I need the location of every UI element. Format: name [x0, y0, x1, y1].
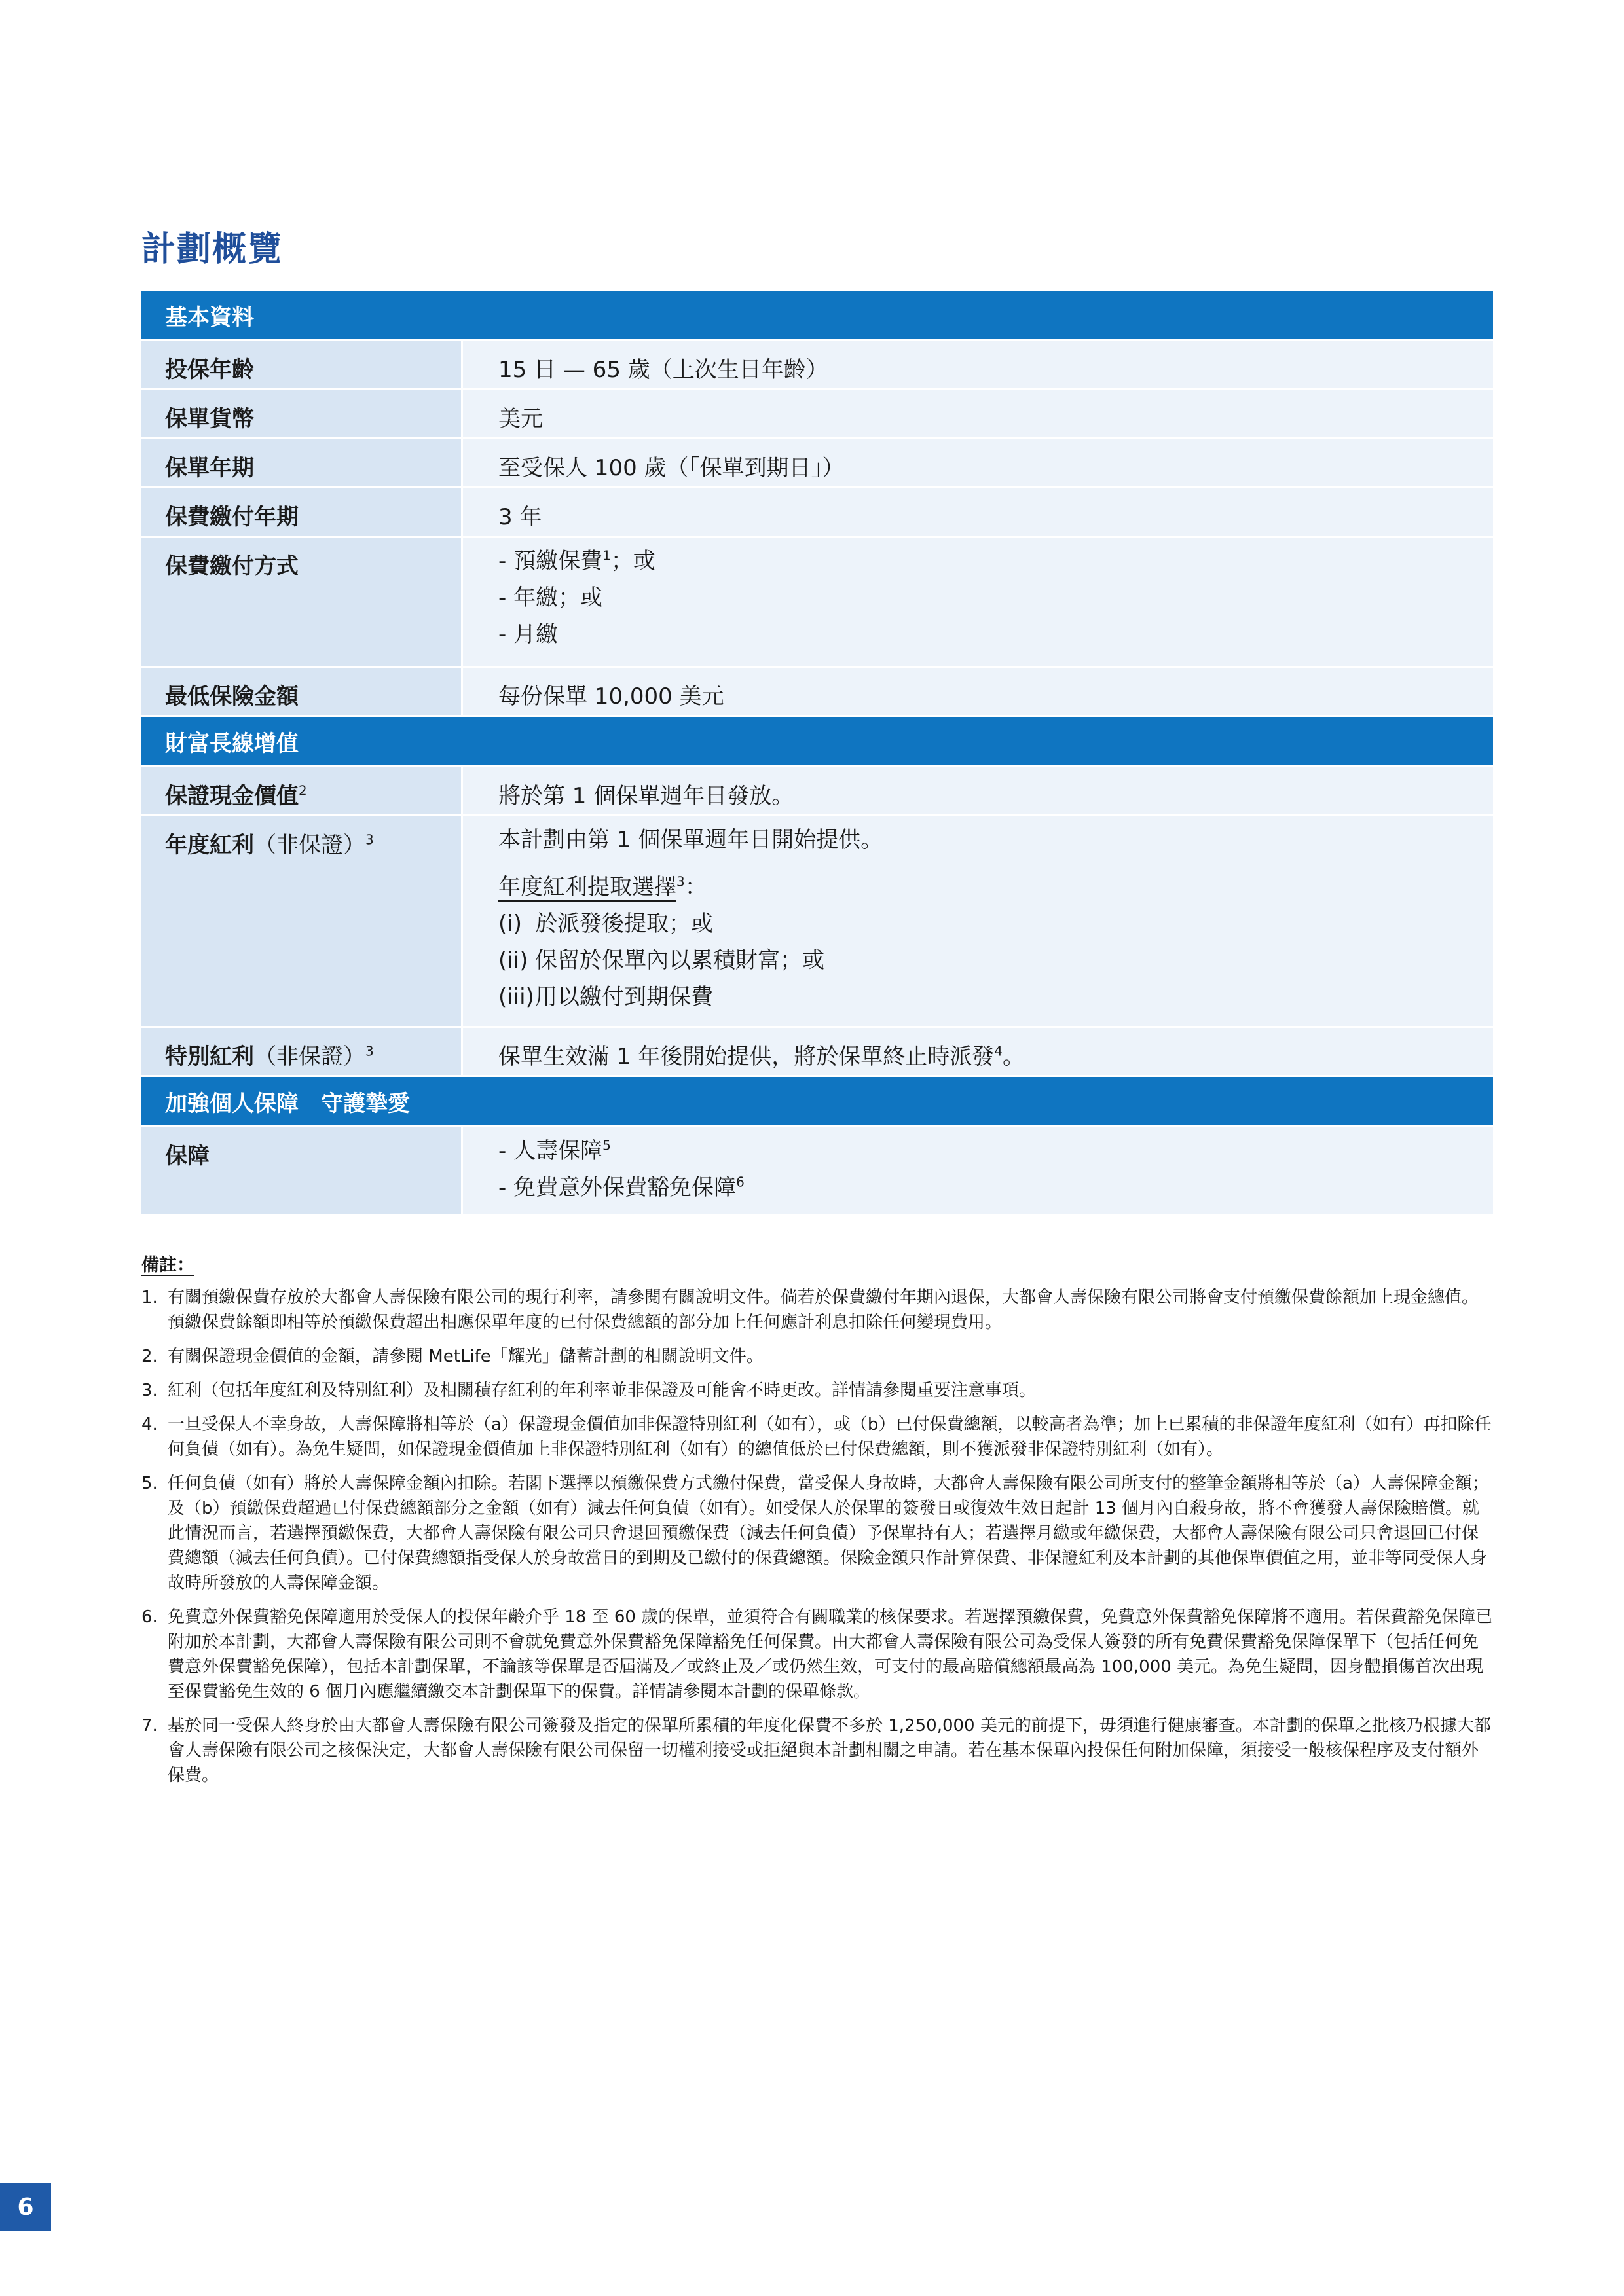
table-row	[141, 668, 1493, 715]
row-label: 年度紅利（非保證）$^3$	[141, 816, 461, 1026]
row-label: 保證現金價值$^2$	[141, 767, 461, 814]
options-title: 年度紅利提取選擇$^3$：	[498, 873, 707, 900]
option-item: (ii) 保留於保單內以累積財富；或	[498, 947, 824, 974]
section-header-basic: 基本資料	[141, 291, 1493, 339]
note-item: 1. 有關預繳保費存放於大都會人壽保險有限公司的現行利率，請參閱有關說明文件。倘若於保費繳付年期內退保，大都會人壽保險有限公司將會支付預繳保費餘額加上現金總值。預繳保費餘額即相等於預繳保費超出相應保單年度的已付保費總額的部分加上任何應計利息扣除任何變現費用。	[141, 1288, 1479, 1332]
note-item: 7. 基於同一受保人終身於由大都會人壽保險有限公司簽發及指定的保單所累積的年度化保費不多於 1,250,000 美元的前提下，毋須進行健康審查。本計劃的保單之批核乃根據大都會人壽保險有限公司之核保決定，大都會人壽保險有限公司保留一切權利接受或拒絕與本計劃相關之申請。若在基本保單內投保任何附加保障，須接受一般核保程序及支付額外保費。	[141, 1716, 1491, 1785]
table-row	[141, 538, 1493, 666]
row-label: 保費繳付年期	[141, 488, 461, 536]
table-row	[141, 767, 1493, 814]
row-value: 將於第 1 個保單週年日發放。	[463, 767, 1493, 814]
table-row	[141, 1028, 1493, 1075]
row-value: 15 日 — 65 歲（上次生日年齡）	[463, 341, 1493, 388]
option-item: (i) 於派發後提取；或	[498, 911, 713, 937]
table-row	[141, 439, 1493, 486]
payment-method-item: - 月繳	[498, 621, 559, 647]
row-label: 保費繳付方式	[141, 538, 461, 666]
option-item: (iii)用以繳付到期保費	[498, 984, 713, 1010]
table-row	[141, 390, 1493, 437]
page-number: 6	[0, 2183, 51, 2231]
section-header-protection: 加強個人保障 守護摯愛	[141, 1077, 1493, 1125]
row-value: 3 年	[463, 488, 1493, 536]
table-row	[141, 341, 1493, 388]
note-item: 5. 任何負債（如有）將於人壽保障金額內扣除。若閣下選擇以預繳保費方式繳付保費，當受保人身故時，大都會人壽保險有限公司所支付的整筆金額將相等於（a）人壽保障金額；及（b）預繳保費超過已付保費總額部分之金額（如有）減去任何負債（如有）。如受保人於保單的簽發日或復效生效日起計 13 個月內自殺身故，將不會獲發人壽保險賠償。就此情況而言，若選擇預繳保費，大都會人壽保險有限公司只會退回預繳保費（減去任何負債）予保單持有人；若選擇月繳或年繳保費，大都會人壽保險有限公司只會退回已付保費總額（減去任何負債）。已付保費總額指受保人於身故當日的到期及已繳付的保費總額。保險金額只作計算保費、非保證紅利及本計劃的其他保單價值之用，並非等同受保人身故時所發放的人壽保障金額。	[141, 1474, 1489, 1593]
annual-intro: 本計劃由第 1 個保單週年日開始提供。	[498, 827, 883, 853]
section-header-wealth: 財富長線增值	[141, 717, 1493, 765]
note-item: 6. 免費意外保費豁免保障適用於受保人的投保年齡介乎 18 至 60 歲的保單，並須符合有關職業的核保要求。若選擇預繳保費，免費意外保費豁免保障將不適用。若保費豁免保障已附加於本計劃，大都會人壽保險有限公司則不會就免費意外保費豁免保障豁免任何保費。由大都會人壽保險有限公司為受保人簽發的所有免費保費豁免保障保單下（包括任何免費意外保費豁免保障），包括本計劃保單，不論該等保單是否屆滿及／或終止及／或仍然生效，可支付的最高賠償總額最高為 100,000 美元。為免生疑問，因身體損傷首次出現至保費豁免生效的 6 個月內應繼續繳交本計劃保單下的保費。詳情請參閱本計劃的保單條款。	[141, 1607, 1493, 1702]
page-title: 計劃概覽	[141, 230, 284, 269]
payment-method-item: - 預繳保費$^1$；或	[498, 547, 655, 574]
notes-title: 備註：	[141, 1255, 194, 1275]
note-item: 2. 有關保證現金價值的金額，請參閱 MetLife「耀光」儲蓄計劃的相關說明文件。	[141, 1347, 764, 1366]
row-value-list	[463, 1127, 1493, 1214]
row-value: 保單生效滿 1 年後開始提供，將於保單終止時派發$^4$。	[463, 1028, 1493, 1075]
protection-item: - 免費意外保費豁免保障$^6$	[498, 1174, 745, 1201]
protection-item: - 人壽保障$^5$	[498, 1137, 611, 1164]
row-label: 投保年齡	[141, 341, 461, 388]
table-row	[141, 1127, 1493, 1214]
row-value-list	[463, 538, 1493, 666]
row-label: 保單年期	[141, 439, 461, 486]
row-label: 保障	[141, 1127, 461, 1214]
row-label: 最低保險金額	[141, 668, 461, 715]
row-value: 每份保單 10,000 美元	[463, 668, 1493, 715]
row-value: 美元	[463, 390, 1493, 437]
table-row	[141, 488, 1493, 536]
plan-overview-table	[141, 291, 1493, 1216]
row-value: 至受保人 100 歲（「保單到期日」）	[463, 439, 1493, 486]
row-label: 特別紅利（非保證）$^3$	[141, 1028, 461, 1075]
table-row	[141, 816, 1493, 1026]
note-item: 3. 紅利（包括年度紅利及特別紅利）及相關積存紅利的年利率並非保證及可能會不時更改。詳情請參閱重要注意事項。	[141, 1381, 1037, 1400]
note-item: 4. 一旦受保人不幸身故，人壽保障將相等於（a）保證現金價值加非保證特別紅利（如有），或（b）已付保費總額，以較高者為準；加上已累積的非保證年度紅利（如有）再扣除任何負債（如有）。為免生疑問，如保證現金價值加上非保證特別紅利（如有）的總值低於已付保費總額，則不獲派發非保證特別紅利（如有）。	[141, 1415, 1492, 1459]
notes-section	[141, 1250, 1493, 1797]
row-value-list	[463, 816, 1493, 1026]
payment-method-item: - 年繳；或	[498, 585, 603, 611]
row-label: 保單貨幣	[141, 390, 461, 437]
